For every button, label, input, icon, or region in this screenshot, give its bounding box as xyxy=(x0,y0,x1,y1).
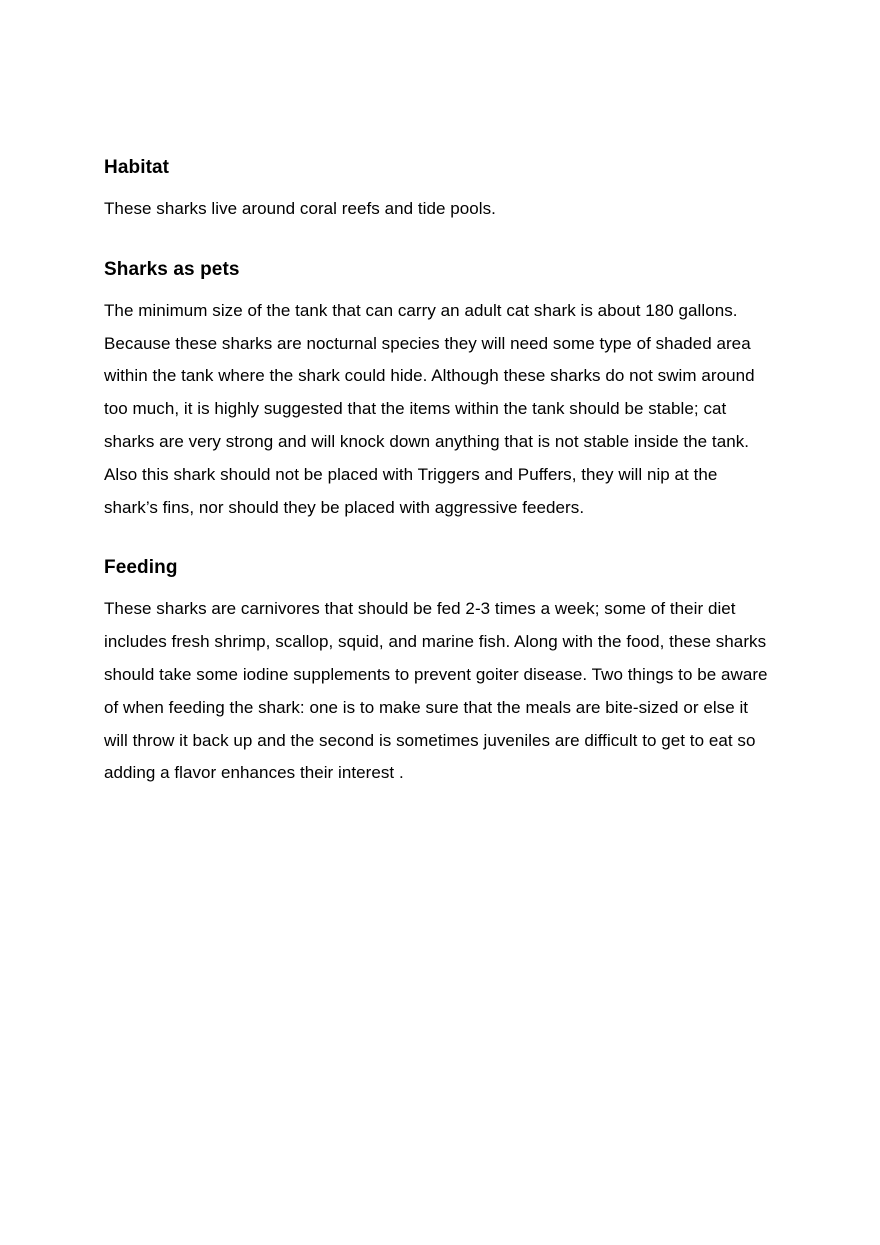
document-page xyxy=(104,154,776,820)
section-feeding xyxy=(104,554,776,790)
section-title-habitat: Habitat xyxy=(104,157,170,178)
section-sharks-as-pets xyxy=(104,256,776,525)
section-body-feeding: These sharks are carnivores that should be fed 2-3 times a week; some of their diet includes fresh shrimp, scallop, squid, and marine fish. Along with the food, these sharks should take some iodine supplements to prevent goiter disease. Two things to be aware of when feeding the shark: one is to make sure that the meals are bite-sized or else it will throw it back up and the second is sometimes juveniles are difficult to get to eat so adding a flavor enhances their interest . xyxy=(104,599,768,783)
section-body-habitat: These sharks live around coral reefs and tide pools. xyxy=(104,199,496,218)
section-habitat xyxy=(104,154,776,226)
section-title-feeding: Feeding xyxy=(104,557,178,579)
section-body-sharks-as-pets: The minimum size of the tank that can carry an adult cat shark is about 180 gallons. Because these sharks are nocturnal species they will need some type of shaded area within the tank where the shark could hide. Although these sharks do not swim around too much, it is highly suggested that the items within the tank should be stable; cat sharks are very strong and will knock down anything that is not stable inside the tank. Also this shark should not be placed with Triggers and Puffers, they will nip at the shark’s fins, nor should they be placed with aggressive feeders. xyxy=(104,300,755,517)
section-title-sharks-as-pets: Sharks as pets xyxy=(104,258,240,280)
